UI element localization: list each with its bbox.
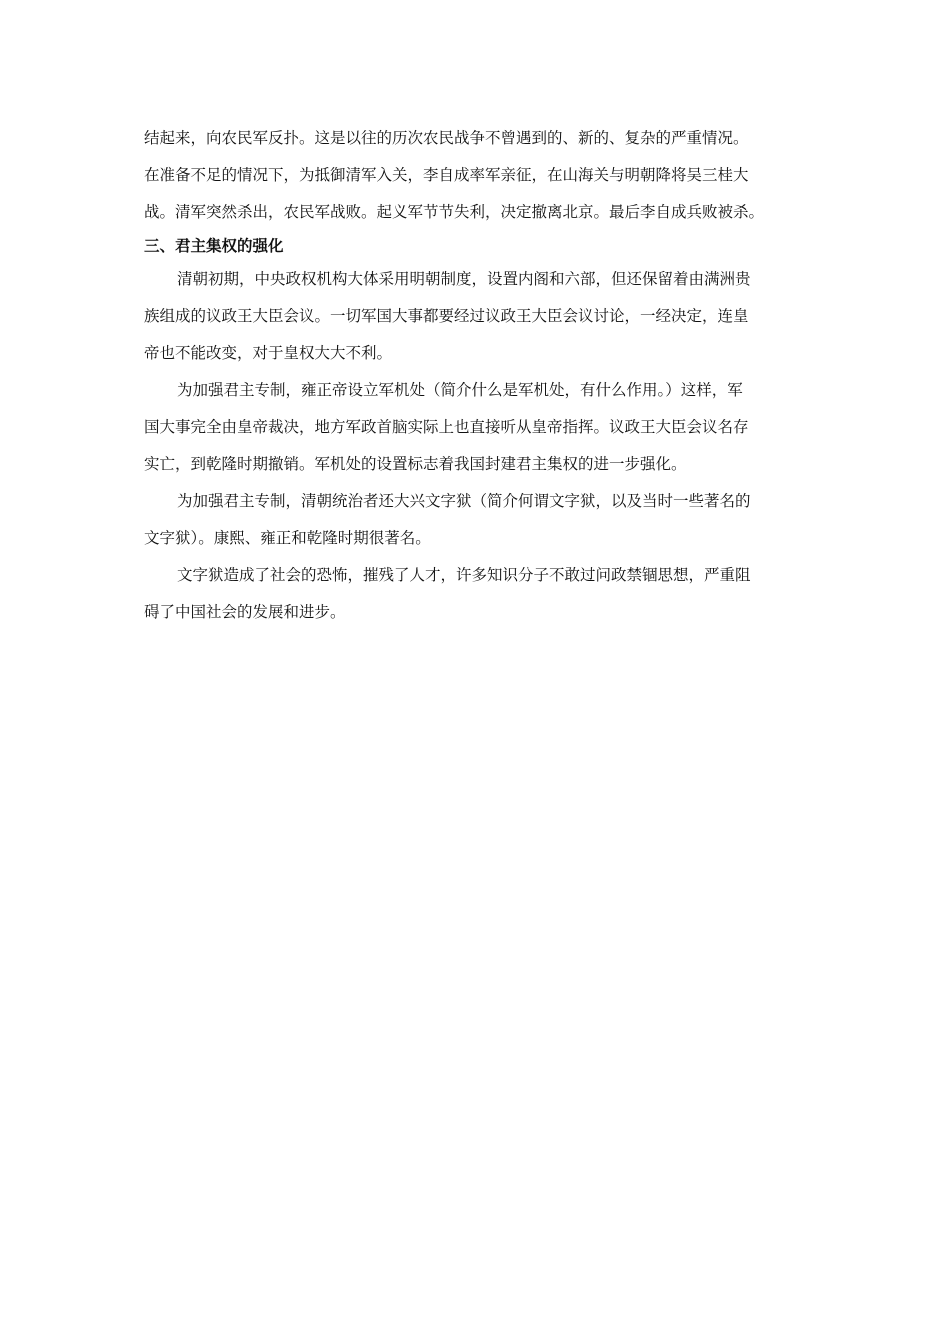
text-line: 实亡，到乾隆时期撤销。军机处的设置标志着我国封建君主集权的进一步强化。 — [144, 455, 687, 473]
text-line: 为加强君主专制，清朝统治者还大兴文字狱（简介何谓文字狱，以及当时一些著名的 — [177, 492, 751, 510]
text-line: 清朝初期，中央政权机构大体采用明朝制度，设置内阁和六部，但还保留着由满洲贵 — [177, 270, 751, 288]
text-line: 战。清军突然杀出，农民军战败。起义军节节失利，决定撤离北京。最后李自成兵败被杀。 — [144, 203, 765, 221]
text-line: 为加强君主专制，雍正帝设立军机处（简介什么是军机处，有什么作用。）这样，军 — [177, 381, 743, 399]
section-heading: 三、君主集权的强化 — [144, 237, 284, 255]
text-line: 结起来，向农民军反扑。这是以往的历次农民战争不曾遇到的、新的、复杂的严重情况。 — [144, 129, 749, 147]
text-line: 碍了中国社会的发展和进步。 — [144, 603, 346, 621]
text-line: 文字狱造成了社会的恐怖，摧残了人才，许多知识分子不敢过问政禁锢思想，严重阻 — [177, 566, 751, 584]
text-line: 国大事完全由皇帝裁决，地方军政首脑实际上也直接听从皇帝指挥。议政王大臣会议名存 — [144, 418, 749, 436]
paragraph-central-government — [144, 261, 806, 372]
text-line: 在准备不足的情况下，为抵御清军入关，李自成率军亲征，在山海关与明朝降将吴三桂大 — [144, 166, 749, 184]
paragraph-literary-inquisition — [144, 483, 806, 557]
text-line: 帝也不能改变，对于皇权大大不利。 — [144, 344, 393, 362]
paragraph-inquisition-effects — [144, 557, 806, 631]
document-page — [144, 120, 806, 631]
text-line: 文字狱）。康熙、雍正和乾隆时期很著名。 — [144, 529, 431, 547]
intro-paragraph — [144, 120, 806, 231]
paragraph-grand-council — [144, 372, 806, 483]
text-line: 族组成的议政王大臣会议。一切军国大事都要经过议政王大臣会议讨论，一经决定，连皇 — [144, 307, 749, 325]
